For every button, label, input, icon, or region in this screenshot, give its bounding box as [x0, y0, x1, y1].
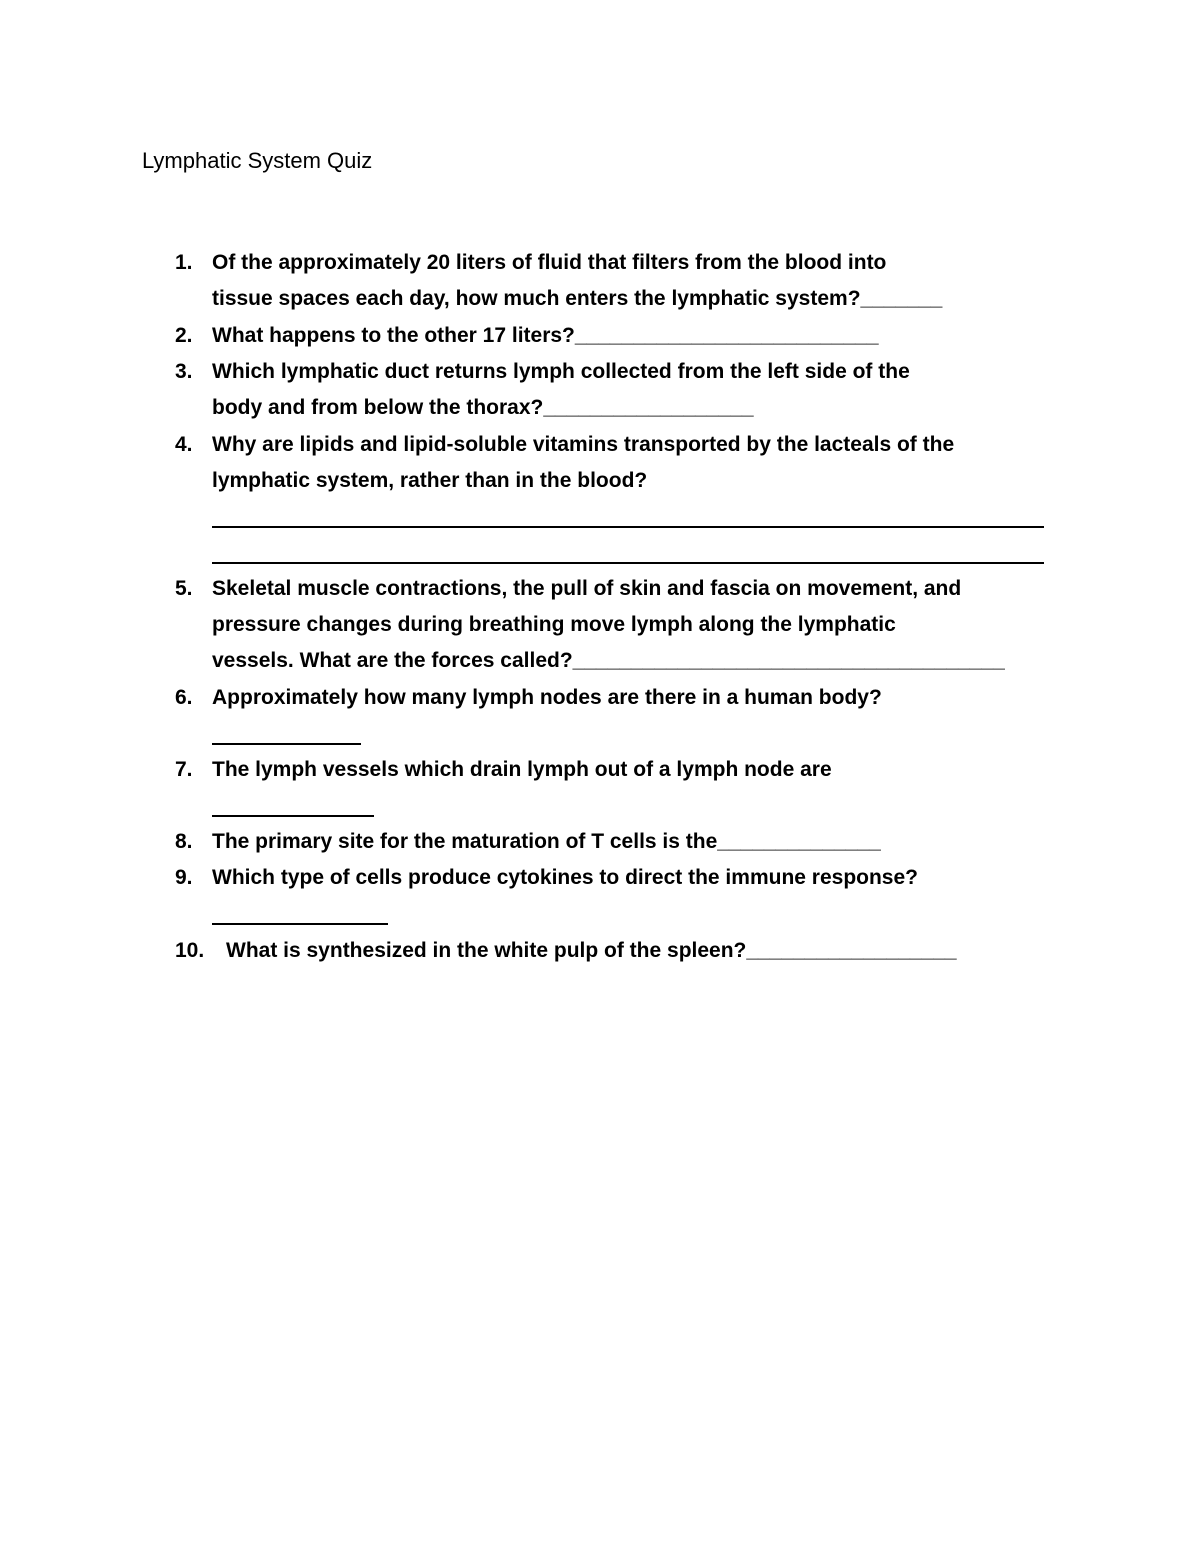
question-8: [175, 824, 1075, 860]
question-text-line: Of the approximately 20 liters of fluid that filters from the blood into: [212, 251, 887, 274]
question-text-line: Approximately how many lymph nodes are there in a human body?: [212, 686, 882, 709]
question-text-line: Why are lipids and lipid-soluble vitamins transported by the lacteals of the: [212, 433, 955, 456]
question-2: [175, 318, 1075, 354]
question-number: 10.: [175, 939, 205, 962]
question-5: [175, 571, 1075, 679]
question-text-line: The primary site for the maturation of T cells is the______________: [212, 830, 881, 853]
answer-line: [212, 562, 1044, 564]
question-number: 9.: [175, 866, 193, 889]
question-number: 4.: [175, 433, 193, 456]
question-text-line: vessels. What are the forces called?_____________________________________: [212, 649, 1005, 672]
question-text-line: lymphatic system, rather than in the blood?: [212, 469, 648, 492]
question-text-line: What is synthesized in the white pulp of the spleen?__________________: [226, 939, 957, 962]
question-7: [175, 752, 1075, 788]
question-9: [175, 860, 1075, 896]
question-6: [175, 680, 1075, 716]
answer-line: [212, 815, 374, 817]
question-3: [175, 354, 1075, 426]
question-text-line: What happens to the other 17 liters?__________________________: [212, 324, 879, 347]
answer-line: [212, 743, 361, 745]
question-number: 3.: [175, 360, 193, 383]
question-number: 5.: [175, 577, 193, 600]
question-4: [175, 427, 1075, 499]
question-text-line: pressure changes during breathing move lymph along the lymphatic: [212, 613, 896, 636]
question-text-line: Skeletal muscle contractions, the pull of skin and fascia on movement, and: [212, 577, 962, 600]
question-text-line: The lymph vessels which drain lymph out of a lymph node are: [212, 758, 832, 781]
question-text-line: Which type of cells produce cytokines to direct the immune response?: [212, 866, 918, 889]
answer-line: [212, 526, 1044, 528]
question-number: 8.: [175, 830, 193, 853]
question-number: 2.: [175, 324, 193, 347]
question-number: 1.: [175, 251, 193, 274]
question-text-line: Which lymphatic duct returns lymph collected from the left side of the: [212, 360, 910, 383]
question-1: [175, 245, 1075, 317]
question-number: 6.: [175, 686, 193, 709]
question-text-line: body and from below the thorax?__________________: [212, 396, 754, 419]
answer-line: [212, 923, 388, 925]
question-10: [175, 933, 1075, 969]
document-title: Lymphatic System Quiz: [142, 148, 373, 173]
question-number: 7.: [175, 758, 193, 781]
question-text-line: tissue spaces each day, how much enters the lymphatic system?_______: [212, 287, 943, 310]
